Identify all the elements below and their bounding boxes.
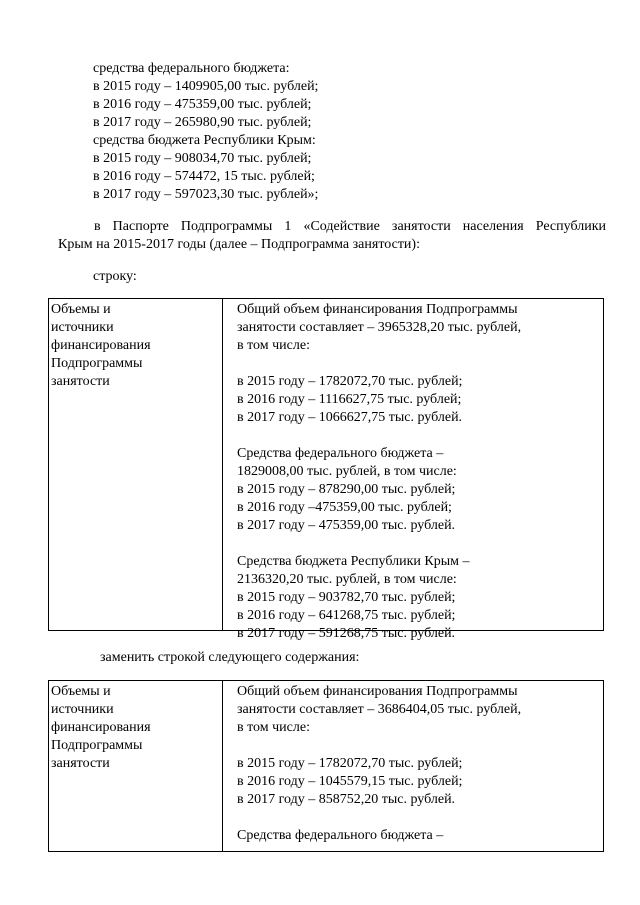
left-cell-line: финансирования	[51, 720, 151, 735]
replace-label: заменить строкой следующего содержания:	[100, 650, 360, 665]
left-cell-line: Объемы и	[51, 302, 111, 317]
left-cell-line: занятости	[51, 756, 110, 771]
financing-table-new	[48, 680, 604, 852]
left-cell-line: Объемы и	[51, 684, 111, 699]
intro-line: в 2015 году – 1409905,00 тыс. рублей;	[93, 79, 319, 94]
table-left-cell	[51, 683, 219, 773]
table-left-cell	[51, 301, 219, 391]
left-cell-line: Подпрограммы	[51, 738, 143, 753]
right-cell-line: в том числе:	[237, 720, 310, 735]
intro-line: в 2017 году – 265980,90 тыс. рублей;	[93, 115, 312, 130]
right-cell-line: Средства федерального бюджета –	[237, 446, 444, 461]
right-cell-line: в 2017 году – 475359,00 тыс. рублей.	[237, 518, 456, 533]
passport-line-2: Крым на 2015-2017 годы (далее – Подпрограмма занятости):	[58, 237, 420, 252]
row-label: строку:	[93, 269, 137, 284]
passport-paragraph	[58, 218, 606, 254]
left-cell-line: источники	[51, 702, 114, 717]
right-cell-line: в 2015 году – 878290,00 тыс. рублей;	[237, 482, 456, 497]
left-cell-line: источники	[51, 320, 114, 335]
right-cell-line: занятости составляет – 3965328,20 тыс. рублей,	[237, 320, 522, 335]
right-cell-line: в 2015 году – 1782072,70 тыс. рублей;	[237, 756, 463, 771]
intro-line: в 2016 году – 574472, 15 тыс. рублей;	[93, 169, 315, 184]
right-cell-line: занятости составляет – 3686404,05 тыс. рублей,	[237, 702, 522, 717]
right-cell-line: 2136320,20 тыс. рублей, в том числе:	[237, 572, 457, 587]
right-cell-line: Средства федерального бюджета –	[237, 828, 444, 843]
table-divider	[222, 681, 223, 851]
right-cell-line: Общий объем финансирования Подпрограммы	[237, 684, 518, 699]
left-cell-line: Подпрограммы	[51, 356, 143, 371]
passport-line-1: в Паспорте Подпрограммы 1 «Содействие занятости населения Республики	[94, 219, 606, 234]
table-divider	[222, 299, 223, 630]
left-cell-line: занятости	[51, 374, 110, 389]
right-cell-line: в 2016 году – 1116627,75 тыс. рублей;	[237, 392, 462, 407]
intro-line: средства федерального бюджета:	[93, 61, 290, 76]
right-cell-line: в 2017 году – 858752,20 тыс. рублей.	[237, 792, 456, 807]
intro-line: в 2017 году – 597023,30 тыс. рублей»;	[93, 187, 319, 202]
right-cell-line: в 2015 году – 903782,70 тыс. рублей;	[237, 590, 456, 605]
right-cell-line: Общий объем финансирования Подпрограммы	[237, 302, 518, 317]
table-right-cell	[237, 683, 617, 845]
right-cell-line: 1829008,00 тыс. рублей, в том числе:	[237, 464, 457, 479]
right-cell-line: в том числе:	[237, 338, 310, 353]
financing-table-old	[48, 298, 604, 641]
right-cell-line: в 2017 году – 591268,75 тыс. рублей.	[237, 626, 456, 641]
intro-line: средства бюджета Республики Крым:	[93, 133, 316, 148]
right-cell-line: в 2016 году – 1045579,15 тыс. рублей;	[237, 774, 463, 789]
right-cell-line: в 2016 году – 641268,75 тыс. рублей;	[237, 608, 456, 623]
left-cell-line: финансирования	[51, 338, 151, 353]
table-right-cell	[237, 301, 617, 643]
intro-line: в 2015 году – 908034,70 тыс. рублей;	[93, 151, 312, 166]
right-cell-line: Средства бюджета Республики Крым –	[237, 554, 470, 569]
intro-line: в 2016 году – 475359,00 тыс. рублей;	[93, 97, 312, 112]
right-cell-line: в 2017 году – 1066627,75 тыс. рублей.	[237, 410, 463, 425]
right-cell-line: в 2016 году –475359,00 тыс. рублей;	[237, 500, 452, 515]
right-cell-line: в 2015 году – 1782072,70 тыс. рублей;	[237, 374, 463, 389]
